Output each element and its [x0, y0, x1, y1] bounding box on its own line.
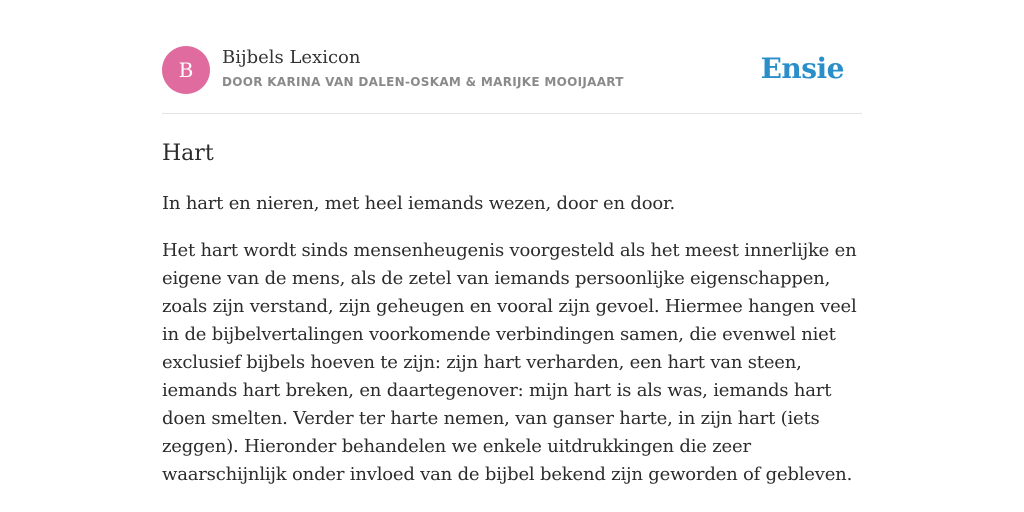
entry-card: [162, 46, 862, 489]
source-title[interactable]: Bijbels Lexicon: [222, 47, 361, 68]
source-authors: DOOR KARINA VAN DALEN-OSKAM & MARIJKE MOOIJAART: [222, 75, 624, 89]
entry-body: Het hart wordt sinds mensenheugenis voorgesteld als het meest innerlijke en eigene van de mens, als de zetel van iemands persoonlijke eigenschappen, zoals zijn verstand, zijn geheugen en vooral zijn gevoel. Hiermee hangen veel in de bijbelvertalingen voorkomende verbindingen samen, die evenwel niet exclusief bijbels hoeven te zijn: zijn hart verharden, een hart van steen, iemands hart breken, en daartegenover: mijn hart is als was, iemands hart doen smelten. Verder ter harte nemen, van ganser harte, in zijn hart (iets zeggen). Hieronder behandelen we enkele uitdrukkingen die zeer waarschijnlijk onder invloed van de bijbel bekend zijn geworden of gebleven.: [162, 240, 857, 485]
entry-title: Hart: [162, 141, 214, 166]
brand-logo[interactable]: Ensie: [760, 52, 844, 85]
source-avatar[interactable]: B: [162, 46, 210, 94]
entry-definition: In hart en nieren, met heel iemands wezen, door en door.: [162, 193, 675, 214]
entry-header: [162, 46, 862, 114]
